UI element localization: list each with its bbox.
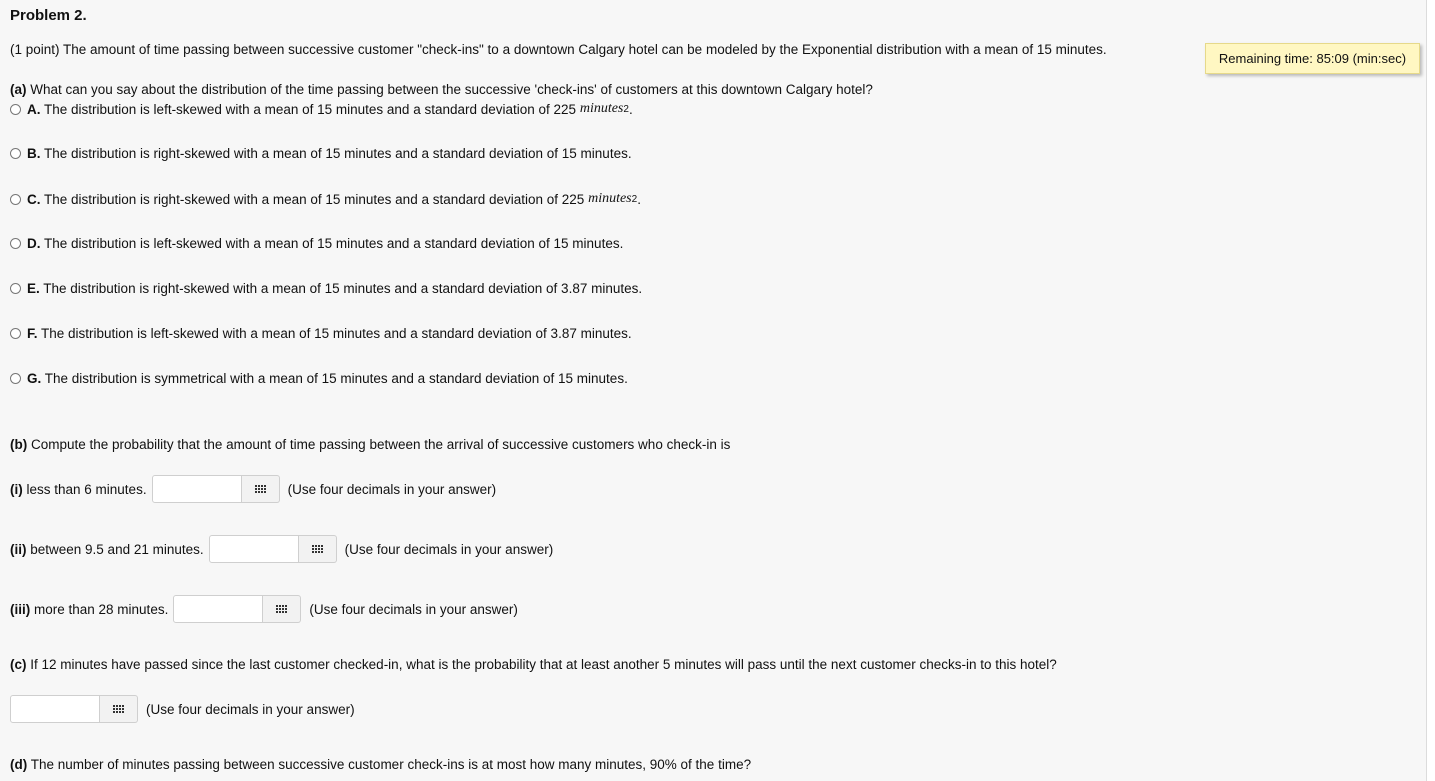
grid-icon [312, 545, 323, 553]
option-a-sup: 2 [623, 103, 629, 115]
option-a-letter: A. [27, 101, 41, 117]
remaining-time-badge: Remaining time: 85:09 (min:sec) [1205, 43, 1420, 74]
option-a-radio[interactable] [10, 104, 21, 115]
part-b-i-text: less than 6 minutes. [22, 481, 147, 497]
grid-icon [276, 605, 287, 613]
option-c-sup: 2 [631, 193, 638, 205]
part-d-question-text: The number of minutes passing between successive customer check-ins is at most how many minutes, 90% of the time? [27, 757, 752, 772]
part-c-label: (c) [10, 657, 27, 672]
part-b-ii-equation-button[interactable] [299, 535, 337, 563]
part-b-ii-label: (ii) [10, 541, 27, 557]
part-a-question [10, 82, 873, 97]
option-b-text: The distribution is right-skewed with a mean of 15 minutes and a standard deviation of 15 minutes. [40, 146, 632, 161]
part-c-hint: (Use four decimals in your answer) [146, 701, 355, 717]
part-d-question [10, 757, 751, 772]
option-f-text: The distribution is left-skewed with a mean of 15 minutes and a standard deviation of 3.87 minutes. [37, 326, 632, 341]
part-b-iii-row [10, 595, 518, 623]
option-g[interactable] [10, 371, 628, 386]
problem-title: Problem 2. [10, 7, 87, 24]
option-d-letter: D. [27, 236, 41, 251]
option-a-unit: minutes [579, 101, 624, 116]
option-d[interactable] [10, 236, 623, 251]
part-c-answer-input[interactable] [10, 695, 100, 723]
part-b-iii-text: more than 28 minutes. [30, 601, 169, 617]
part-b-i-label: (i) [10, 481, 23, 497]
part-b-label: (b) [10, 437, 28, 452]
part-b-question [10, 437, 730, 452]
option-g-letter: G. [27, 371, 42, 386]
part-c-question [10, 657, 1057, 672]
option-f-letter: F. [27, 326, 38, 341]
part-b-i-hint: (Use four decimals in your answer) [287, 481, 497, 497]
option-e[interactable] [10, 281, 642, 296]
option-c-letter: C. [27, 191, 41, 207]
problem-intro: (1 point) The amount of time passing between successive customer "check-ins" to a downtown Calgary hotel can be modeled by the Exponential distribution with a mean of 15 minutes. [10, 42, 1107, 57]
option-c-tail: . [637, 191, 641, 207]
option-b-letter: B. [27, 146, 41, 161]
option-d-radio[interactable] [10, 238, 21, 249]
option-c-text: The distribution is right-skewed with a mean of 15 minutes and a standard deviation of 225 [40, 191, 589, 207]
option-f[interactable] [10, 326, 632, 341]
grid-icon [255, 485, 266, 493]
option-e-radio[interactable] [10, 283, 21, 294]
part-b-i-row [10, 475, 496, 503]
part-c-row [10, 695, 355, 723]
option-a[interactable] [10, 101, 633, 117]
part-b-iii-label: (iii) [10, 601, 31, 617]
part-b-ii-hint: (Use four decimals in your answer) [344, 541, 554, 557]
part-d-label: (d) [10, 757, 28, 772]
option-f-radio[interactable] [10, 328, 21, 339]
part-b-iii-answer-input[interactable] [173, 595, 263, 623]
option-g-radio[interactable] [10, 373, 21, 384]
option-b[interactable] [10, 146, 632, 161]
option-d-text: The distribution is left-skewed with a mean of 15 minutes and a standard deviation of 15 minutes. [40, 236, 624, 251]
option-e-letter: E. [27, 281, 40, 296]
option-e-text: The distribution is right-skewed with a mean of 15 minutes and a standard deviation of 3.87 minutes. [39, 281, 643, 296]
option-c-radio[interactable] [10, 194, 21, 205]
option-a-tail: . [628, 101, 633, 117]
option-c-unit: minutes [588, 191, 632, 206]
option-g-text: The distribution is symmetrical with a mean of 15 minutes and a standard deviation of 15 minutes. [41, 371, 628, 386]
part-b-iii-equation-button[interactable] [263, 595, 301, 623]
part-b-iii-hint: (Use four decimals in your answer) [309, 601, 518, 617]
part-b-ii-row [10, 535, 553, 563]
part-b-i-answer-input[interactable] [152, 475, 242, 503]
part-b-ii-text: between 9.5 and 21 minutes. [26, 541, 204, 557]
option-b-radio[interactable] [10, 148, 21, 159]
option-a-text: The distribution is left-skewed with a mean of 15 minutes and a standard deviation of 225 [40, 101, 580, 117]
part-b-i-equation-button[interactable] [242, 475, 280, 503]
part-c-equation-button[interactable] [100, 695, 138, 723]
grid-icon [113, 705, 124, 713]
part-a-question-text: What can you say about the distribution of the time passing between the successive 'check-ins' of customers at this downtown Calgary hotel? [26, 82, 873, 97]
part-c-question-text: If 12 minutes have passed since the last customer checked-in, what is the probability that at least another 5 minutes will pass until the next customer checks-in to this hotel? [26, 657, 1057, 672]
part-a-label: (a) [10, 82, 27, 97]
option-c[interactable] [10, 191, 641, 207]
part-b-question-text: Compute the probability that the amount of time passing between the arrival of successive customers who check-in is [27, 437, 731, 452]
part-b-ii-answer-input[interactable] [209, 535, 299, 563]
